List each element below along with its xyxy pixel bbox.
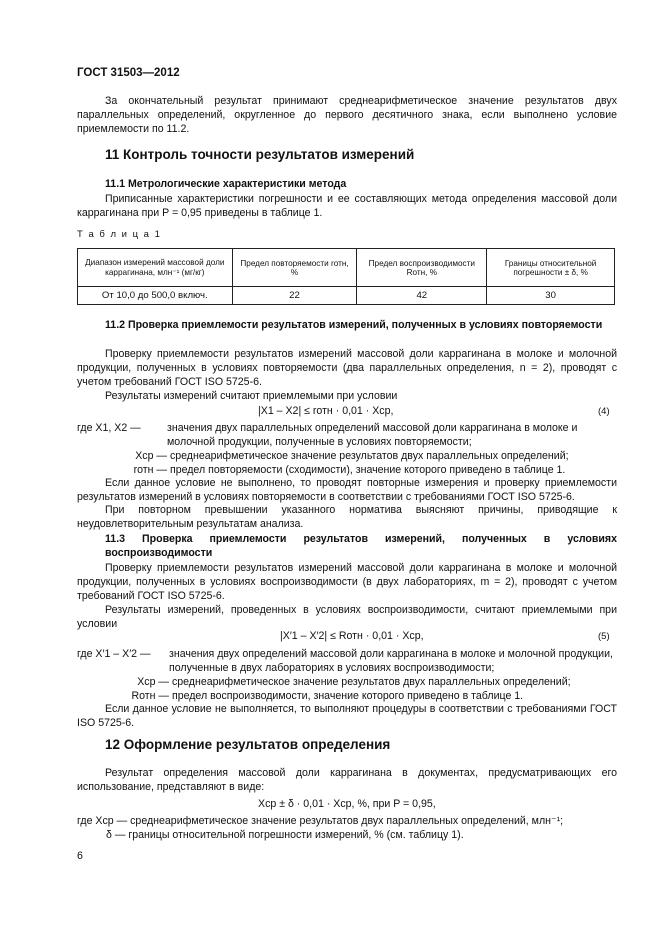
definition-term: Xср —	[137, 676, 169, 688]
definition-term: rотн —	[133, 464, 167, 476]
definition-text: среднеарифметическое значение результатов двух параллельных определений;	[171, 676, 571, 688]
table-header-range: Диапазон измерений массовой доли каррагинана, млн⁻¹ (мг/кг)	[78, 249, 233, 287]
table-cell-reproducibility: 42	[357, 287, 487, 305]
subsection-11-3-p3: Если данное условие не выполняется, то выполняют процедуры в соответствии с требованиями ГОСТ ISO 5725-6.	[77, 703, 617, 730]
definition-term: где X1, X2 —	[77, 422, 141, 434]
definition-4-2	[77, 449, 617, 463]
subsection-11-3-p1: Проверку приемлемости результатов измерений массовой доли каррагинана в молоке и молочной продукции, полученных в условиях воспроизводимости (в двух лабораториях, m = 2), проводят с учетом требований ГОСТ ISO 5725-6.	[77, 562, 617, 603]
definition-text: значения двух параллельных определений массовой доли каррагинана в молоке и молочной продукции, полученные в условиях повторяемости;	[167, 422, 578, 449]
definition-term: где X′1 – X′2 —	[77, 648, 151, 660]
formula-5: |X′1 – X′2| ≤ Rотн · 0,01 · Xср,	[280, 630, 424, 642]
definition-term: Rотн —	[131, 690, 169, 702]
table-header-error: Границы относительной погрешности ± δ, %	[487, 249, 615, 287]
document-header: ГОСТ 31503—2012	[77, 67, 180, 79]
definition-text: предел повторяемости (сходимости), значение которого приведено в таблице 1.	[169, 464, 566, 476]
table-1	[77, 248, 615, 305]
subsection-11-1-text: Приписанные характеристики погрешности и ее составляющих метода определения массовой доли каррагинана при P = 0,95 приведены в таблице 1.	[77, 193, 617, 220]
definition-5-1	[77, 647, 617, 675]
table-header-repeatability: Предел повторяемости rотн, %	[232, 249, 357, 287]
subsection-11-3-title: 11.3 Проверка приемлемости результатов измерений, полученных в условиях воспроизводимости	[105, 533, 617, 560]
subsection-11-3-p2: Результаты измерений, проведенных в условиях воспроизводимости, считают приемлемыми при условии	[77, 604, 617, 631]
subsection-11-2-p1: Проверку приемлемости результатов измерений массовой доли каррагинана в молоке и молочной продукции, полученных в условиях повторяемости (два параллельных определения, n = 2), проводят с учетом требований ГОСТ ISO 5725-6.	[77, 348, 617, 389]
formula-5-number: (5)	[598, 631, 610, 642]
subsection-11-2-title: 11.2 Проверка приемлемости результатов измерений, полученных в условиях повторяемости	[105, 319, 603, 331]
section-12-p1: Результат определения массовой доли каррагинана в документах, предусматривающих его использование, представляют в виде:	[77, 767, 617, 794]
section-12-title: 12 Оформление результатов определения	[105, 737, 391, 752]
page-number: 6	[77, 850, 83, 862]
section-12-def1: где Xср — среднеарифметическое значение результатов двух параллельных определений, млн⁻¹;	[77, 815, 564, 827]
intro-paragraph: За окончательный результат принимают среднеарифметическое значение результатов двух параллельных определений, округленное до первого десятичного знака, если выполнено условие приемлемости по 11.2.	[77, 95, 617, 136]
section-11-title: 11 Контроль точности результатов измерений	[105, 147, 415, 162]
subsection-11-1-title: 11.1 Метрологические характеристики метода	[105, 178, 347, 190]
section-12-formula: Xср ± δ · 0,01 · Xср, %, при P = 0,95,	[258, 798, 436, 810]
definition-text: среднеарифметическое значение результатов двух параллельных определений;	[169, 450, 569, 462]
table-cell-repeatability: 22	[232, 287, 357, 305]
formula-4-number: (4)	[598, 406, 610, 417]
definition-term: Xср —	[135, 450, 167, 462]
definition-4-1	[77, 421, 617, 449]
table-cell-error: 30	[487, 287, 615, 305]
subsection-11-2-p4: При повторном превышении указанного норматива выясняют причины, приводящие к неудовлетворительным результатам анализа.	[77, 504, 617, 531]
definition-5-2	[77, 675, 617, 689]
definition-text: значения двух определений массовой доли каррагинана в молоке и молочной продукции, полученные в двух лабораториях в условиях воспроизводимости;	[169, 648, 613, 675]
subsection-11-2-p2: Результаты измерений считают приемлемыми при условии	[105, 390, 398, 402]
definition-text: предел воспроизводимости, значение которого приведено в таблице 1.	[171, 690, 524, 702]
table-caption: Т а б л и ц а 1	[77, 229, 162, 240]
formula-4: |X1 – X2| ≤ rотн · 0,01 · Xср,	[258, 405, 394, 417]
subsection-11-2-p3: Если данное условие не выполнено, то проводят повторные измерения и проверку приемлемости результатов измерений в условиях повторяемости в соответствии с требованиями ГОСТ ISO 5725-6.	[77, 477, 617, 504]
table-cell-range: От 10,0 до 500,0 включ.	[78, 287, 233, 305]
table-header-reproducibility: Предел воспроизводимости Rотн, %	[357, 249, 487, 287]
section-12-def2: δ — границы относительной погрешности измерений, % (см. таблицу 1).	[106, 829, 464, 841]
